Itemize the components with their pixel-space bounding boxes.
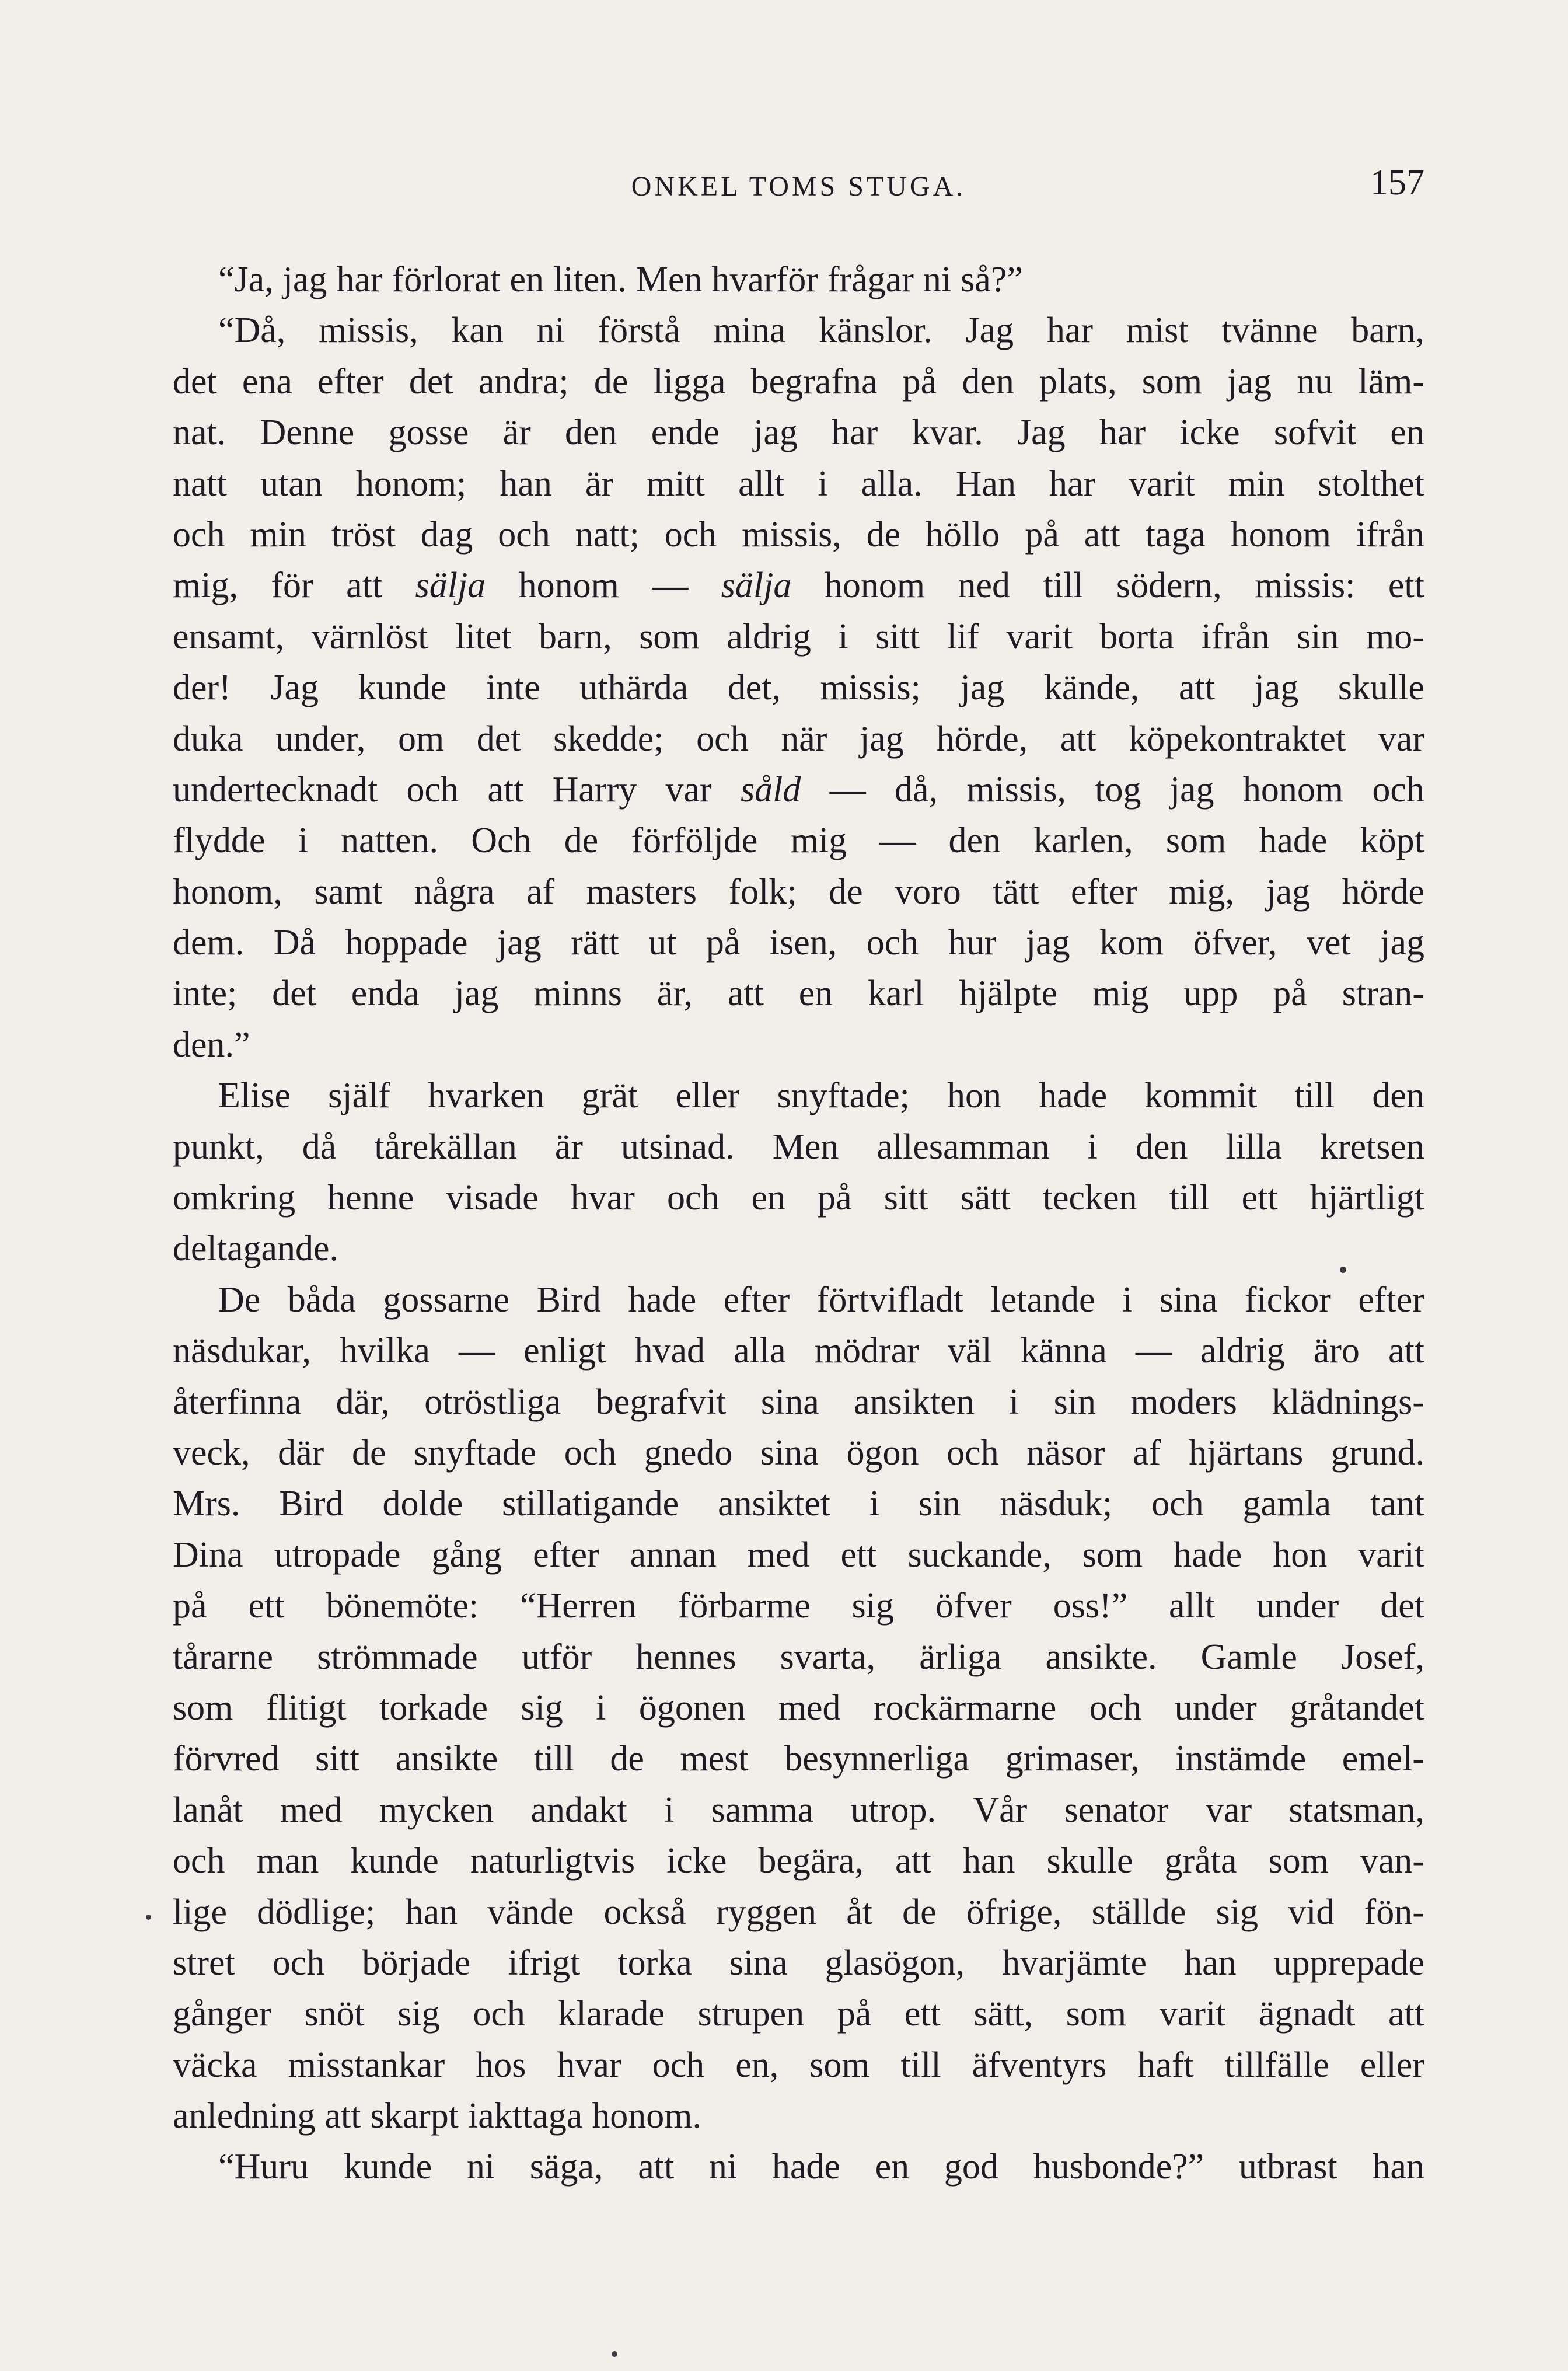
text-line: “Då, missis, kan ni förstå mina känslor. Jag har mist tvänne barn, [218,311,1424,351]
text-line: och man kunde naturligtvis icke begära, att han skulle gråta som van- [173,1841,1424,1881]
text-line: Dina utropade gång efter annan med ett suckande, som hade hon varit [173,1535,1424,1575]
print-speck [612,2351,617,2357]
text-line: den.” [173,1024,250,1065]
text-line: punkt, då tårekällan är utsinad. Men allesamman i den lilla kretsen [173,1127,1424,1167]
text-line: förvred sitt ansikte till de mest besynnerliga grimaser, instämde emel- [173,1739,1424,1779]
text-line: ensamt, värnlöst litet barn, som aldrig i sitt lif varit borta ifrån sin mo- [173,616,1424,657]
text-line: det ena efter det andra; de ligga begrafna på den plats, som jag nu läm- [173,361,1424,402]
text-line: flydde i natten. Och de förföljde mig — den karlen, som hade köpt [173,821,1424,861]
text-line: gånger snöt sig och klarade strupen på ett sätt, som varit ägnadt att [173,1994,1424,2034]
text-line: natt utan honom; han är mitt allt i alla. Han har varit min stolthet [173,463,1424,504]
text-line: De båda gossarne Bird hade efter förtvifladt letande i sina fickor efter [218,1279,1424,1320]
text-line: på ett bönemöte: “Herren förbarme sig öfver oss!” allt under det [173,1586,1424,1626]
page-number: 157 [1370,163,1424,203]
page-header [173,162,1424,209]
text-line: honom, samt några af masters folk; de voro tätt efter mig, jag hörde [173,871,1424,912]
text-line: tårarne strömmade utför hennes svarta, ärliga ansikte. Gamle Josef, [173,1637,1424,1677]
text-line: anledning att skarpt iakttaga honom. [173,2096,701,2136]
body-text [173,254,1424,2193]
text-line: lanåt med mycken andakt i samma utrop. Vår senator var statsman, [173,1790,1424,1830]
text-line: duka under, om det skedde; och när jag hörde, att köpekontraktet var [173,719,1424,759]
text-line: lige dödlige; han vände också ryggen åt de öfrige, ställde sig vid fön- [173,1892,1424,1932]
text-line: mig, för att sälja honom — sälja honom ned till södern, missis: ett [173,566,1424,606]
text-line: inte; det enda jag minns är, att en karl hjälpte mig upp på stran- [173,974,1424,1014]
text-line: veck, där de snyftade och gnedo sina ögon och näsor af hjärtans grund. [173,1432,1424,1473]
text-line: Mrs. Bird dolde stillatigande ansiktet i sin näsduk; och gamla tant [173,1484,1424,1524]
text-line: “Huru kunde ni säga, att ni hade en god husbonde?” utbrast han [218,2147,1424,2187]
print-speck [146,1915,151,1920]
text-line: återfinna där, otröstliga begrafvit sina ansikten i sin moders klädnings- [173,1382,1424,1422]
text-line: omkring henne visade hvar och en på sitt sätt tecken till ett hjärtligt [173,1178,1424,1218]
text-line: undertecknadt och att Harry var såld — då, missis, tog jag honom och [173,769,1424,810]
text-line: nat. Denne gosse är den ende jag har kvar. Jag har icke sofvit en [173,413,1424,453]
text-line: dem. Då hoppade jag rätt ut på isen, och hur jag kom öfver, vet jag [173,923,1424,963]
text-line: deltagande. [173,1229,339,1269]
text-line: stret och började ifrigt torka sina glasögon, hvarjämte han upprepade [173,1943,1424,1983]
running-title: ONKEL TOMS STUGA. [631,171,966,202]
text-line: “Ja, jag har förlorat en liten. Men hvarför frågar ni så?” [218,260,1023,299]
print-speck [1340,1267,1346,1273]
text-line: och min tröst dag och natt; och missis, de höllo på att taga honom ifrån [173,514,1424,555]
text-line: Elise själf hvarken grät eller snyftade; hon hade kommit till den [218,1076,1424,1116]
text-line: väcka misstankar hos hvar och en, som till äfventyrs haft tillfälle eller [173,2045,1424,2085]
text-line: der! Jag kunde inte uthärda det, missis; jag kände, att jag skulle [173,668,1424,708]
text-line: som flitigt torkade sig i ögonen med rockärmarne och under gråtandet [173,1687,1424,1728]
text-line: näsdukar, hvilka — enligt hvad alla mödrar väl känna — aldrig äro att [173,1331,1424,1371]
